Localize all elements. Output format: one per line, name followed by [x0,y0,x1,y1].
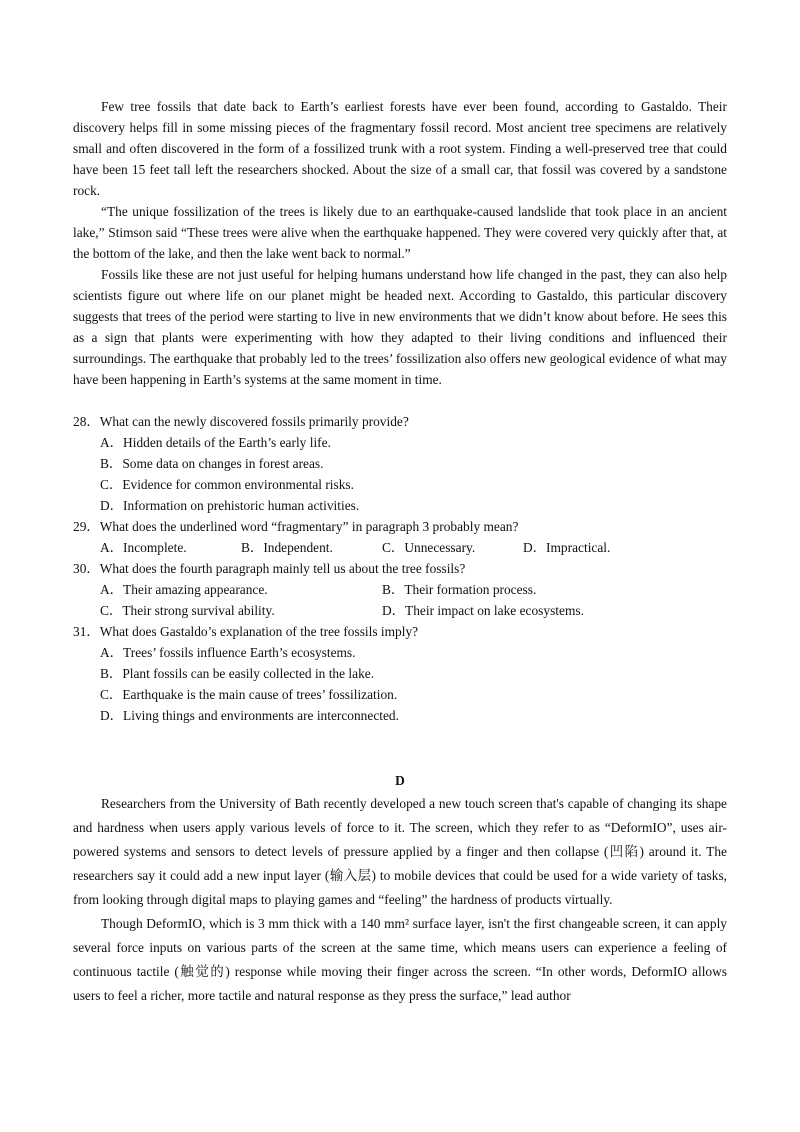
passage-c-paragraph-1: Few tree fossils that date back to Earth’s earliest forests have ever been found, according to Gastaldo. Their discovery helps fill in some missing pieces of the fragmentary fossil record. Most ancient tree specimens are relatively small and often discovered in the form of a fossilized trunk with a root system. Finding a well-preserved tree that could have been 15 feet tall left the researchers shocked. About the size of a small car, that fossil was covered by a sandstone rock. [73,99,727,198]
question-list [73,411,727,726]
question-31-stem: 31．What does Gastaldo’s explanation of the tree fossils imply? [73,624,419,639]
question-28-option-c: C．Evidence for common environmental risks. [100,477,354,492]
question-30-options-row-2 [73,600,727,621]
question-29-option-a: A．Incomplete. [100,540,187,555]
question-31-option-b: B．Plant fossils can be easily collected in the lake. [100,666,375,681]
question-28-option-b: B．Some data on changes in forest areas. [100,456,324,471]
question-29-options [73,537,727,558]
passage-d-paragraph-2: Though DeformIO, which is 3 mm thick with a 140 mm² surface layer, isn't the first changeable screen, it can apply several force inputs on various parts of the screen at the same time, which means users can experience a feeling of continuous tactile (触觉的) response while moving their finger across the screen. “In other words, DeformIO allows users to feel a richer, more tactile and natural response as they press the surface,” lead author [73,916,727,1003]
passage-d-heading: D [395,773,405,788]
question-29-option-d: D．Impractical. [523,540,611,555]
question-30-options-row-1 [73,579,727,600]
question-29-stem: 29．What does the underlined word “fragmentary” in paragraph 3 probably mean? [73,519,519,534]
question-30-option-c: C．Their strong survival ability. [100,603,275,618]
question-30-stem: 30．What does the fourth paragraph mainly tell us about the tree fossils? [73,561,466,576]
question-31-option-d: D．Living things and environments are interconnected. [100,708,399,723]
question-29-option-b: B．Independent. [241,540,333,555]
question-28-option-a: A．Hidden details of the Earth’s early life. [100,435,331,450]
passage-c-paragraph-2: “The unique fossilization of the trees is likely due to an earthquake-caused landslide that took place in an ancient lake,” Stimson said “These trees were alive when the earthquake happened. They were covered very quickly after that, at the bottom of the lake, and then the lake went back to normal.” [73,204,727,261]
question-30-option-b: B．Their formation process. [382,582,537,597]
question-28-stem: 28．What can the newly discovered fossils primarily provide? [73,414,409,429]
question-31-option-a: A．Trees’ fossils influence Earth’s ecosystems. [100,645,356,660]
passage-c [73,96,727,390]
passage-c-paragraph-3: Fossils like these are not just useful for helping humans understand how life changed in the past, they can also help scientists figure out where life on our planet might be headed next. According to Gastaldo, this particular discovery suggests that trees of the period were starting to live in new environments that we didn’t know about before. He sees this as a sign that plants were experimenting with how they adapted to their living conditions and influenced their surroundings. The earthquake that probably led to the trees’ fossilization also offers new geological evidence of what may have been happening in Earth’s systems at the same moment in time. [73,267,727,387]
question-29-option-c: C．Unnecessary. [382,540,476,555]
question-28-option-d: D．Information on prehistoric human activities. [100,498,360,513]
passage-d-paragraph-1: Researchers from the University of Bath recently developed a new touch screen that's capable of changing its shape and hardness when users apply various levels of force to it. The screen, which they refer to as “DeformIO”, uses air-powered systems and sensors to detect levels of pressure applied by a finger and then collapse (凹陷) around it. The researchers say it could add a new input layer (输入层) to mobile devices that could be used for a wide variety of tasks, from looking through digital maps to playing games and “feeling” the hardness of products virtually. [73,796,727,907]
question-31-option-c: C．Earthquake is the main cause of trees’ fossilization. [100,687,398,702]
passage-d [73,792,727,1008]
question-30-option-a: A．Their amazing appearance. [100,582,268,597]
question-30-option-d: D．Their impact on lake ecosystems. [382,603,584,618]
